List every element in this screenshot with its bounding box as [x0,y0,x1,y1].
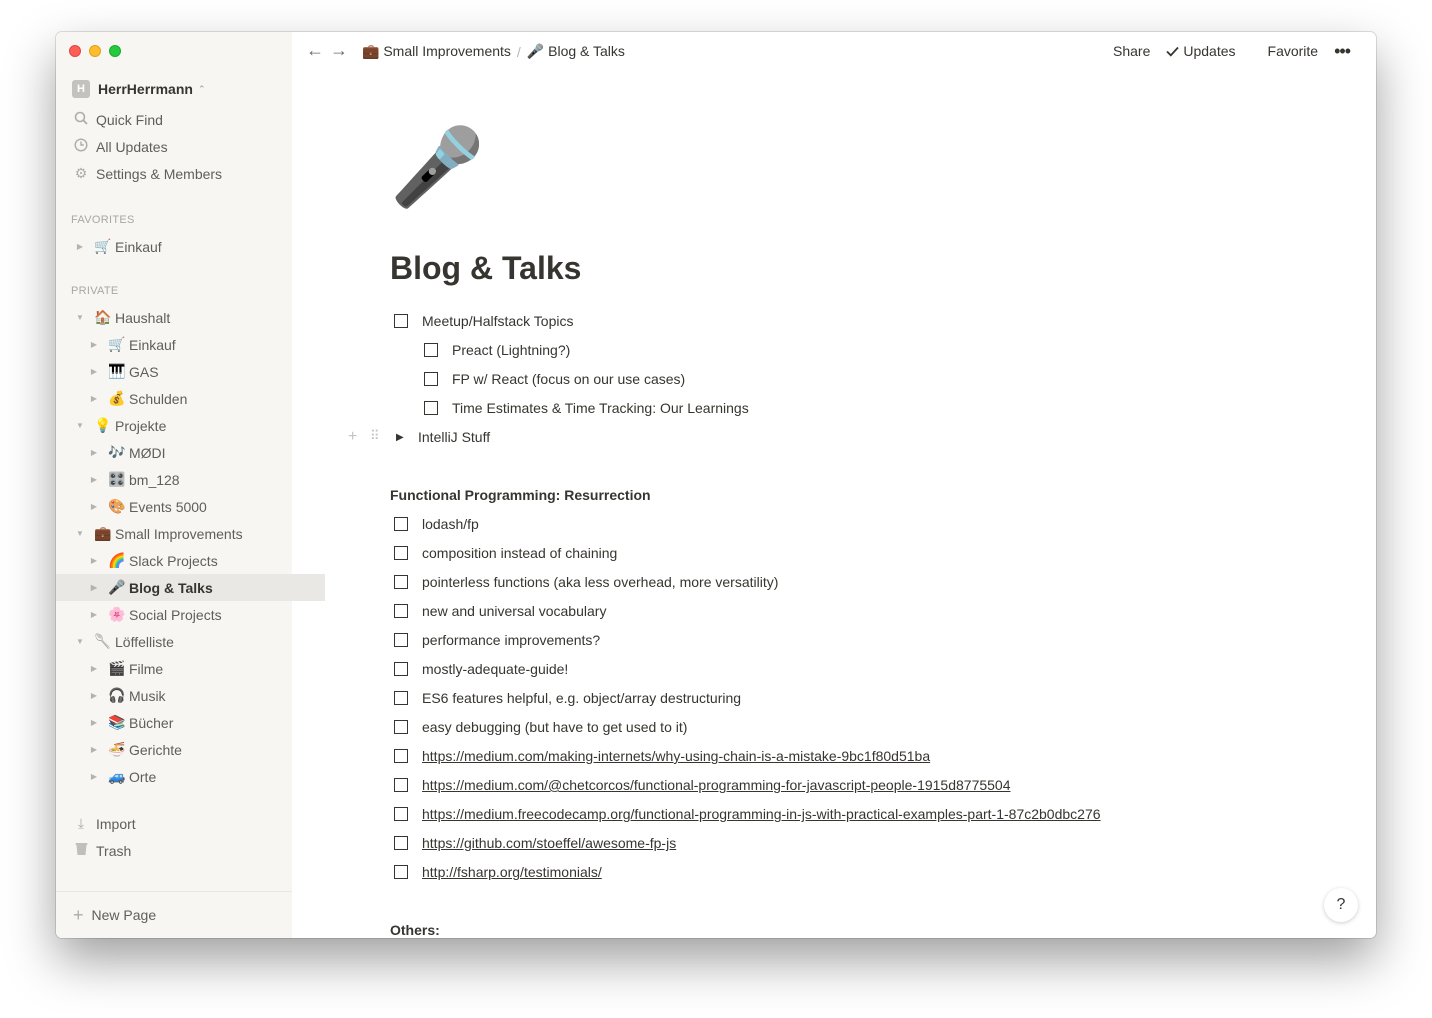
sidebar-tree-item[interactable] [56,493,325,520]
sidebar-item-label: Settings & Members [96,165,223,182]
page-emoji-icon: 🥄 [94,633,112,649]
page-title[interactable]: Blog & Talks [390,250,582,286]
todo-link[interactable]: https://github.com/stoeffel/awesome-fp-js [422,835,677,851]
todo-item [390,542,617,564]
todo-item [390,629,600,651]
sidebar-tree-item[interactable] [56,736,325,763]
todo-checkbox[interactable] [394,314,408,328]
page-emoji-icon: 💡 [94,417,112,433]
page-emoji-icon: 🎛️ [108,471,126,487]
sidebar-item-label: Events 5000 [129,498,207,515]
todo-item [390,745,930,767]
triangle-down-icon[interactable]: ▼ [76,529,84,538]
todo-text[interactable]: performance improvements? [422,632,601,648]
sidebar-tree-item[interactable] [56,385,325,412]
page-emoji-icon: 📚 [108,714,126,730]
app-window [56,32,1376,938]
sidebar-item-label: bm_128 [129,471,180,488]
triangle-right-icon[interactable]: ▶ [90,556,98,565]
todo-checkbox[interactable] [394,604,408,618]
sidebar-tree-item[interactable] [56,520,311,547]
page-emoji-icon: 🌸 [108,606,126,622]
todo-item [390,571,778,593]
todo-text[interactable]: Preact (Lightning?) [452,342,571,358]
triangle-right-icon[interactable]: ▶ [76,242,84,251]
page-emoji-icon: 🎬 [108,660,126,676]
todo-checkbox[interactable] [394,633,408,647]
download-icon: ⤓ [77,815,85,831]
gear-icon: ⚙ [74,165,88,181]
todo-link[interactable]: https://medium.freecodecamp.org/functional-programming-in-js-with-practical-examples-part-1-87c2b0dbc276 [422,806,1101,822]
sidebar-item-label: Schulden [129,390,188,407]
todo-text[interactable]: ES6 features helpful, e.g. object/array destructuring [422,690,742,706]
todo-checkbox[interactable] [424,343,438,357]
updates-label: Updates [1183,43,1236,59]
todo-item [390,803,1101,825]
window-close-button[interactable] [69,45,81,57]
page-emoji-icon: 🌈 [108,552,126,568]
updates-button[interactable] [1166,43,1251,59]
todo-item [420,397,749,419]
sidebar-item-label: Small Improvements [115,525,243,542]
sidebar-trash[interactable] [56,837,292,864]
sidebar-item-label: Social Projects [129,606,222,623]
sidebar-item-label: MØDI [129,444,166,461]
breadcrumb-label: Blog & Talks [548,43,625,59]
workspace-name: HerrHerrmann [98,81,193,97]
todo-checkbox[interactable] [424,401,438,415]
page-emoji-icon: 🎹 [108,363,126,379]
todo-item [390,716,687,738]
sidebar-item-label: Import [96,815,136,832]
sidebar-tree-item[interactable] [56,601,325,628]
sidebar-item-label: Haushalt [115,309,171,326]
todo-text[interactable]: Meetup/Halfstack Topics [422,313,574,329]
triangle-right-icon[interactable]: ▶ [90,502,98,511]
sidebar-tree-item[interactable] [56,682,325,709]
todo-item [390,310,573,332]
todo-item [390,832,676,854]
sidebar-item-label: All Updates [96,138,168,155]
triangle-right-icon[interactable]: ▶ [396,431,404,443]
private-section-label: PRIVATE [71,285,119,297]
page-emoji-icon: 🎶 [108,444,126,460]
page-emoji-icon: 💰 [108,390,126,406]
breadcrumb-separator: / [516,43,521,60]
sidebar-item-label: Bücher [129,714,174,731]
sidebar [56,32,292,938]
todo-item [390,600,606,622]
todo-item [390,513,479,535]
drag-handle-icon[interactable]: ⠿ [370,428,379,443]
sidebar-tree-item[interactable] [56,466,325,493]
plus-icon: + [73,904,84,925]
clock-icon [73,138,89,155]
page-emoji-icon: 🚙 [108,768,126,784]
breadcrumb-item-blog-talks[interactable] [527,43,625,60]
todo-text[interactable]: Time Estimates & Time Tracking: Our Learnings [452,400,749,416]
todo-checkbox[interactable] [394,691,408,705]
todo-checkbox[interactable] [394,546,408,560]
briefcase-icon: 💼 [362,43,380,59]
todo-link[interactable]: https://medium.com/making-internets/why-using-chain-is-a-mistake-9bc1f80d51ba [422,748,931,764]
triangle-right-icon[interactable]: ▶ [90,745,98,754]
sidebar-item-label: Blog & Talks [129,579,213,596]
todo-item [390,658,568,680]
sidebar-item-label: GAS [129,363,159,380]
todo-item [390,687,741,709]
page-emoji-icon: 💼 [94,525,112,541]
todo-checkbox[interactable] [394,865,408,879]
favorites-section-label: FAVORITES [71,214,135,226]
top-actions [1113,43,1376,59]
todo-checkbox[interactable] [394,807,408,821]
help-button[interactable]: ? [1324,888,1358,922]
window-minimize-button[interactable] [89,45,101,57]
todo-checkbox[interactable] [394,749,408,763]
sidebar-tree-item[interactable] [56,412,311,439]
todo-item [420,368,685,390]
todo-link[interactable]: http://fsharp.org/testimonials/ [422,864,602,880]
workspace-switcher[interactable] [72,80,205,98]
todo-checkbox[interactable] [394,836,408,850]
sidebar-item-label: Orte [129,768,157,785]
others-heading[interactable]: Others: [390,922,440,938]
sidebar-tree-item[interactable] [56,547,325,574]
search-icon [73,111,89,128]
sidebar-tree-item[interactable] [56,574,325,601]
todo-link[interactable]: https://medium.com/@chetcorcos/functional-programming-for-javascript-people-1915d8775504 [422,777,1011,793]
microphone-icon: 🎤 [526,43,545,59]
sidebar-settings[interactable] [56,160,292,187]
todo-item [390,861,602,883]
triangle-right-icon[interactable]: ▶ [90,340,98,349]
triangle-right-icon[interactable]: ▶ [90,772,98,781]
triangle-right-icon[interactable]: ▶ [90,367,98,376]
chevron-updown-icon: ⌃ [197,83,206,94]
todo-text[interactable]: composition instead of chaining [422,545,618,561]
todo-item [420,339,570,361]
breadcrumb-item-small-improvements[interactable] [362,43,511,60]
checkmark-icon [1166,46,1179,57]
new-page-label: New Page [91,907,157,923]
todo-item [390,774,1011,796]
sidebar-item-label: Trash [96,842,132,859]
top-bar [292,32,1376,70]
triangle-right-icon[interactable]: ▶ [90,664,98,673]
triangle-right-icon[interactable]: ▶ [90,394,98,403]
forward-arrow-icon[interactable]: → [330,40,348,60]
triangle-right-icon[interactable]: ▶ [90,610,98,619]
page-emoji-icon: 🎧 [108,687,126,703]
triangle-down-icon[interactable]: ▼ [76,313,84,322]
sidebar-quick-find[interactable] [56,106,292,133]
page-emoji-icon: 🏠 [94,309,112,325]
more-options-icon[interactable]: ••• [1334,41,1350,61]
triangle-right-icon[interactable]: ▶ [90,448,98,457]
sidebar-tree-item[interactable] [56,439,325,466]
favorite-button[interactable]: Favorite [1267,43,1319,59]
back-arrow-icon[interactable]: ← [306,40,324,60]
sidebar-all-updates[interactable] [56,133,292,160]
sidebar-item-label: Projekte [115,417,167,434]
sidebar-import[interactable] [56,810,292,837]
todo-checkbox[interactable] [394,778,408,792]
sidebar-tree-item[interactable] [56,655,325,682]
page-emoji-icon: 🛒 [94,238,112,254]
sidebar-item-einkauf-favorite[interactable] [56,233,311,260]
triangle-right-icon[interactable]: ▶ [90,583,98,592]
page-emoji-icon: 🍜 [108,741,126,757]
sidebar-tree-item[interactable] [56,304,311,331]
todo-checkbox[interactable] [424,372,438,386]
page-emoji-icon: 🛒 [108,336,126,352]
todo-checkbox[interactable] [394,662,408,676]
page-emoji-icon: 🎤 [108,579,126,595]
todo-checkbox[interactable] [394,575,408,589]
triangle-right-icon[interactable]: ▶ [90,691,98,700]
trash-icon [73,842,89,859]
todo-text[interactable]: pointerless functions (aka less overhead, more versatility) [422,574,779,590]
breadcrumb [362,43,625,60]
sidebar-item-label: Einkauf [129,336,176,353]
toggle-block [390,426,490,448]
sidebar-tree-item[interactable] [56,358,325,385]
section-heading[interactable]: Functional Programming: Resurrection [390,487,651,503]
sidebar-item-label: Quick Find [96,111,163,128]
todo-text[interactable]: new and universal vocabulary [422,603,607,619]
sidebar-item-label: Musik [129,687,166,704]
triangle-right-icon[interactable]: ▶ [90,718,98,727]
page-emoji-icon: 🎨 [108,498,126,514]
todo-text[interactable]: easy debugging (but have to get used to it) [422,719,688,735]
triangle-down-icon[interactable]: ▼ [76,421,84,430]
sidebar-item-label: Gerichte [129,741,182,758]
sidebar-tree-item[interactable] [56,628,311,655]
todo-text[interactable]: mostly-adequate-guide! [422,661,569,677]
share-button[interactable]: Share [1113,43,1151,59]
sidebar-item-label: Löffelliste [115,633,174,650]
window-maximize-button[interactable] [109,45,121,57]
todo-text[interactable]: lodash/fp [422,516,479,532]
new-page-button[interactable] [56,891,292,938]
todo-checkbox[interactable] [394,517,408,531]
triangle-right-icon[interactable]: ▶ [90,475,98,484]
triangle-down-icon[interactable]: ▼ [76,637,84,646]
sidebar-item-label: Filme [129,660,164,677]
page-icon-microphone[interactable]: 🎤 [390,125,485,210]
todo-checkbox[interactable] [394,720,408,734]
breadcrumb-label: Small Improvements [383,43,511,59]
sidebar-tree-item[interactable] [56,763,325,790]
todo-text[interactable]: FP w/ React (focus on our use cases) [452,371,686,387]
sidebar-item-label: Einkauf [115,238,162,255]
add-block-plus-icon[interactable]: + [348,428,358,445]
sidebar-item-label: Slack Projects [129,552,218,569]
sidebar-tree-item[interactable] [56,331,325,358]
toggle-text[interactable]: IntelliJ Stuff [418,429,491,445]
workspace-avatar: H [72,80,90,98]
sidebar-tree-item[interactable] [56,709,325,736]
